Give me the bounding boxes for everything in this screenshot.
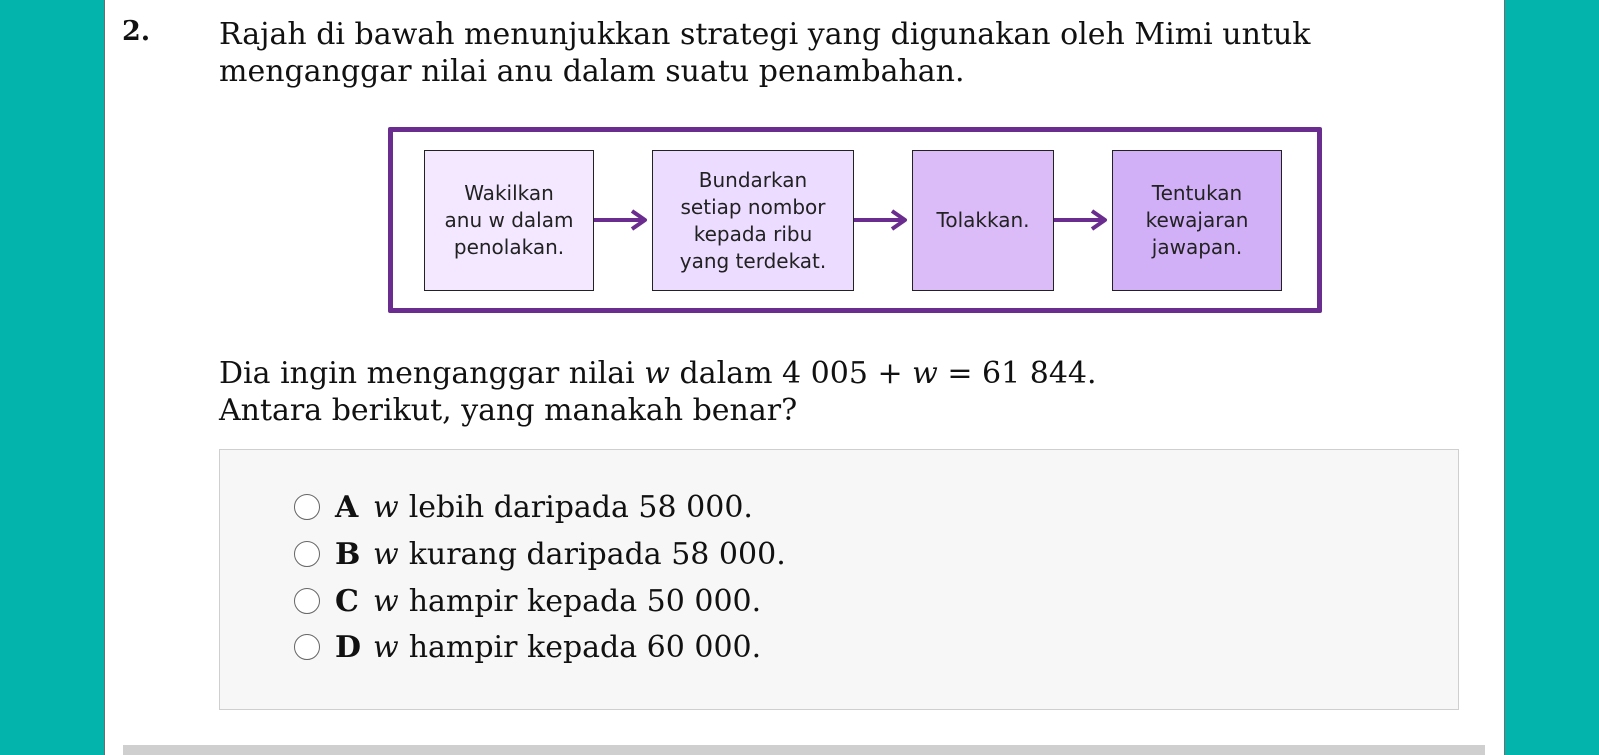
step-label-4: Tentukan kewajaran jawapan. <box>1145 181 1249 259</box>
step-label-1: Wakilkan anu w dalam penolakan. <box>444 181 574 259</box>
question-sheet <box>104 0 1505 755</box>
option-b[interactable] <box>294 534 786 574</box>
stem-line2: Antara berikut, yang manakah benar? <box>219 393 798 428</box>
option-letter: D <box>335 629 362 665</box>
stem-variable: w <box>912 356 938 391</box>
stem-line1 <box>219 355 1419 392</box>
arrow-icon <box>594 208 652 232</box>
option-letter: B <box>335 536 361 572</box>
radio-button-a[interactable] <box>294 494 320 520</box>
option-d[interactable] <box>294 627 761 667</box>
step-box-3 <box>912 150 1054 291</box>
step-label-3: Tolakkan. <box>936 208 1030 232</box>
stem-variable: w <box>644 356 670 391</box>
option-letter: C <box>335 583 359 619</box>
stem-suffix: = 61 844. <box>937 356 1097 391</box>
option-c[interactable] <box>294 581 761 621</box>
question-text-line1: Rajah di bawah menunjukkan strategi yang digunakan oleh Mimi untuk <box>219 17 1311 52</box>
step-box-2 <box>652 150 854 291</box>
step-label-2: Bundarkan setiap nombor kepada ribu yang terdekat. <box>679 167 827 273</box>
option-text: w kurang daripada 58 000. <box>373 536 786 572</box>
question-text-line2: menganggar nilai anu dalam suatu penambahan. <box>219 54 965 89</box>
arrow-icon <box>1054 208 1112 232</box>
option-text: w hampir kepada 60 000. <box>373 629 762 665</box>
option-text: w lebih daripada 58 000. <box>373 489 753 525</box>
option-letter: A <box>335 489 359 525</box>
scroll-divider <box>123 745 1485 755</box>
radio-button-d[interactable] <box>294 634 320 660</box>
option-a[interactable] <box>294 487 753 527</box>
question-number: 2. <box>122 16 151 47</box>
stem-prefix: Dia ingin menganggar nilai <box>219 356 645 391</box>
question-text <box>219 16 1419 90</box>
option-text: w hampir kepada 50 000. <box>373 583 762 619</box>
options-panel <box>219 449 1459 710</box>
arrow-icon <box>854 208 912 232</box>
radio-button-b[interactable] <box>294 541 320 567</box>
strategy-diagram <box>388 127 1322 313</box>
step-box-1 <box>424 150 594 291</box>
radio-button-c[interactable] <box>294 588 320 614</box>
step-box-4 <box>1112 150 1282 291</box>
stem-middle: dalam 4 005 + <box>669 356 913 391</box>
